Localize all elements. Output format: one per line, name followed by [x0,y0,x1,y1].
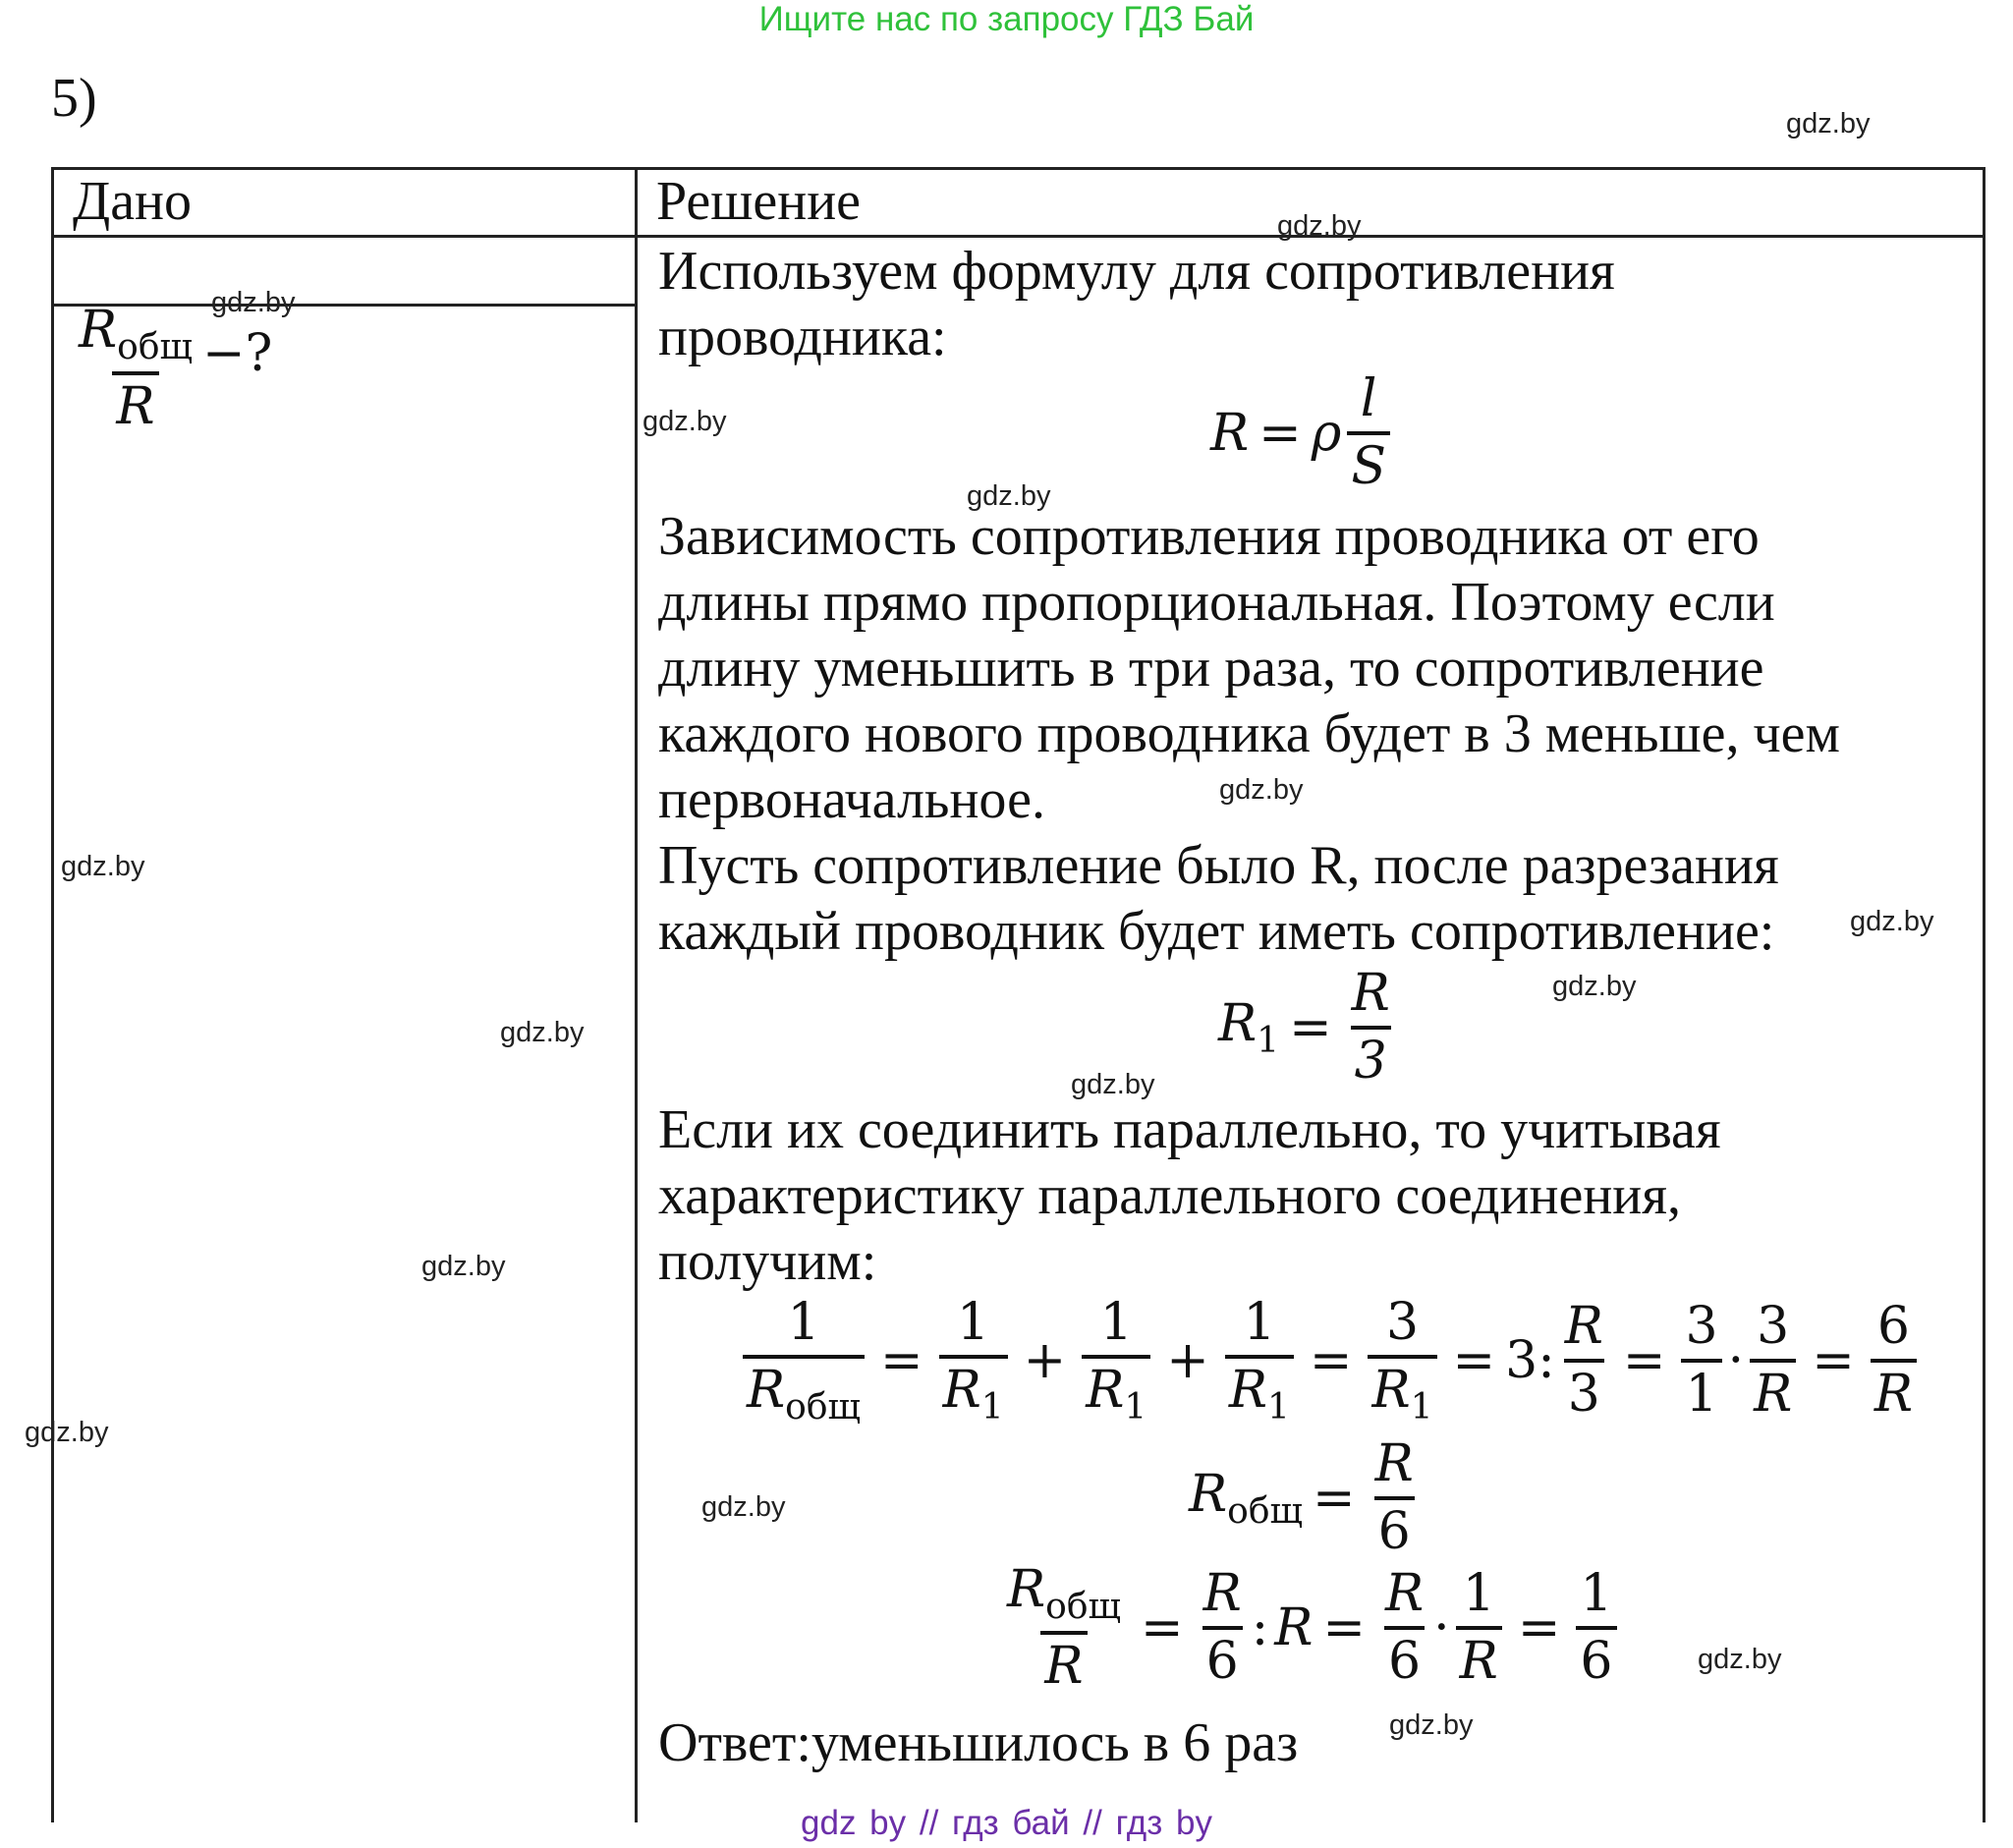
table-border-right [1983,167,1985,1822]
table-border-left [51,167,54,1822]
watermark: gdz.by [1552,971,1637,1002]
formula-ratio: $\frac{R_{общ}}{R}$ = $\frac{R}{6}$ : R = $\frac{R}{6}$ · $\frac{1}{R}$ = $\frac{1}{6}$ [997,1562,1623,1695]
table-border-top [51,167,1985,170]
formula-parallel: $\frac{1}{R_{общ}}$ = $\frac{1}{R_1}$ + $\frac{1}{R_1}$ + $\frac{1}{R_1}$ = $\frac{3}{R_1}$ = 3: $\frac{R}{3}$ = $\frac{3}{1}$ · $\frac{3}{R}$ = $\frac{6}{R}$ [737,1295,1923,1428]
watermark: gdz.by [701,1491,786,1523]
watermark: gdz.by [967,480,1051,512]
watermark: gdz.by [61,851,145,882]
solution-line-1: Используем формулу для сопротивления [658,241,1615,302]
watermark: gdz.by [643,406,727,437]
given-header: Дано [73,171,193,232]
paragraph-parallel-2: характеристику параллельного соединения, [658,1165,1682,1226]
given-question: −? [201,324,273,384]
watermark: gdz.by [1389,1709,1474,1741]
bottom-banner: gdz by // гдз бай // гдз by [801,1804,1212,1842]
watermark: gdz.by [25,1417,109,1448]
formula-r1: $R_1$ = $\frac{R}{3}$ [1218,964,1390,1092]
table-column-divider [635,167,638,1822]
watermark: gdz.by [1219,774,1304,806]
table-header-divider [51,235,1985,238]
answer: Ответ:уменьшилось в 6 раз [658,1712,1299,1773]
paragraph-cut-2: каждый проводник будет иметь сопротивление: [658,901,1775,962]
watermark: gdz.by [500,1017,585,1048]
paragraph-dependence-4: каждого нового проводника будет в 3 меньше, чем [658,703,1840,764]
solution-line-2: проводника: [658,307,947,367]
watermark: gdz.by [1277,210,1362,242]
given-fraction: $\frac{R_{общ}}{R}$ [79,301,193,436]
watermark: gdz.by [421,1251,506,1282]
watermark: gdz.by [1786,108,1871,140]
watermark: gdz.by [1850,906,1934,937]
solution-header: Решение [656,171,862,232]
paragraph-cut-1: Пусть сопротивление было R, после разрезания [658,835,1779,896]
paragraph-parallel-1: Если их соединить параллельно, то учитывая [658,1099,1721,1160]
watermark: gdz.by [211,287,296,318]
paragraph-dependence-3: длину уменьшить в три раза, то сопротивление [658,638,1764,699]
paragraph-parallel-3: получим: [658,1231,877,1292]
formula-resistance: R = ρ $\frac{l}{S}$ [1210,371,1396,495]
problem-number: 5) [51,68,97,129]
paragraph-dependence-2: длины прямо пропорциональная. Поэтому если [658,572,1775,633]
watermark: gdz.by [1071,1069,1155,1100]
top-banner: Ищите нас по запросу ГДЗ Бай [758,0,1255,38]
given-unknown [69,303,272,435]
paragraph-dependence-1: Зависимость сопротивления проводника от его [658,506,1760,567]
paragraph-dependence-5: первоначальное. [658,769,1045,830]
formula-rtotal: $R_{общ}$ = $\frac{R}{6}$ [1189,1434,1414,1562]
watermark: gdz.by [1698,1644,1782,1675]
